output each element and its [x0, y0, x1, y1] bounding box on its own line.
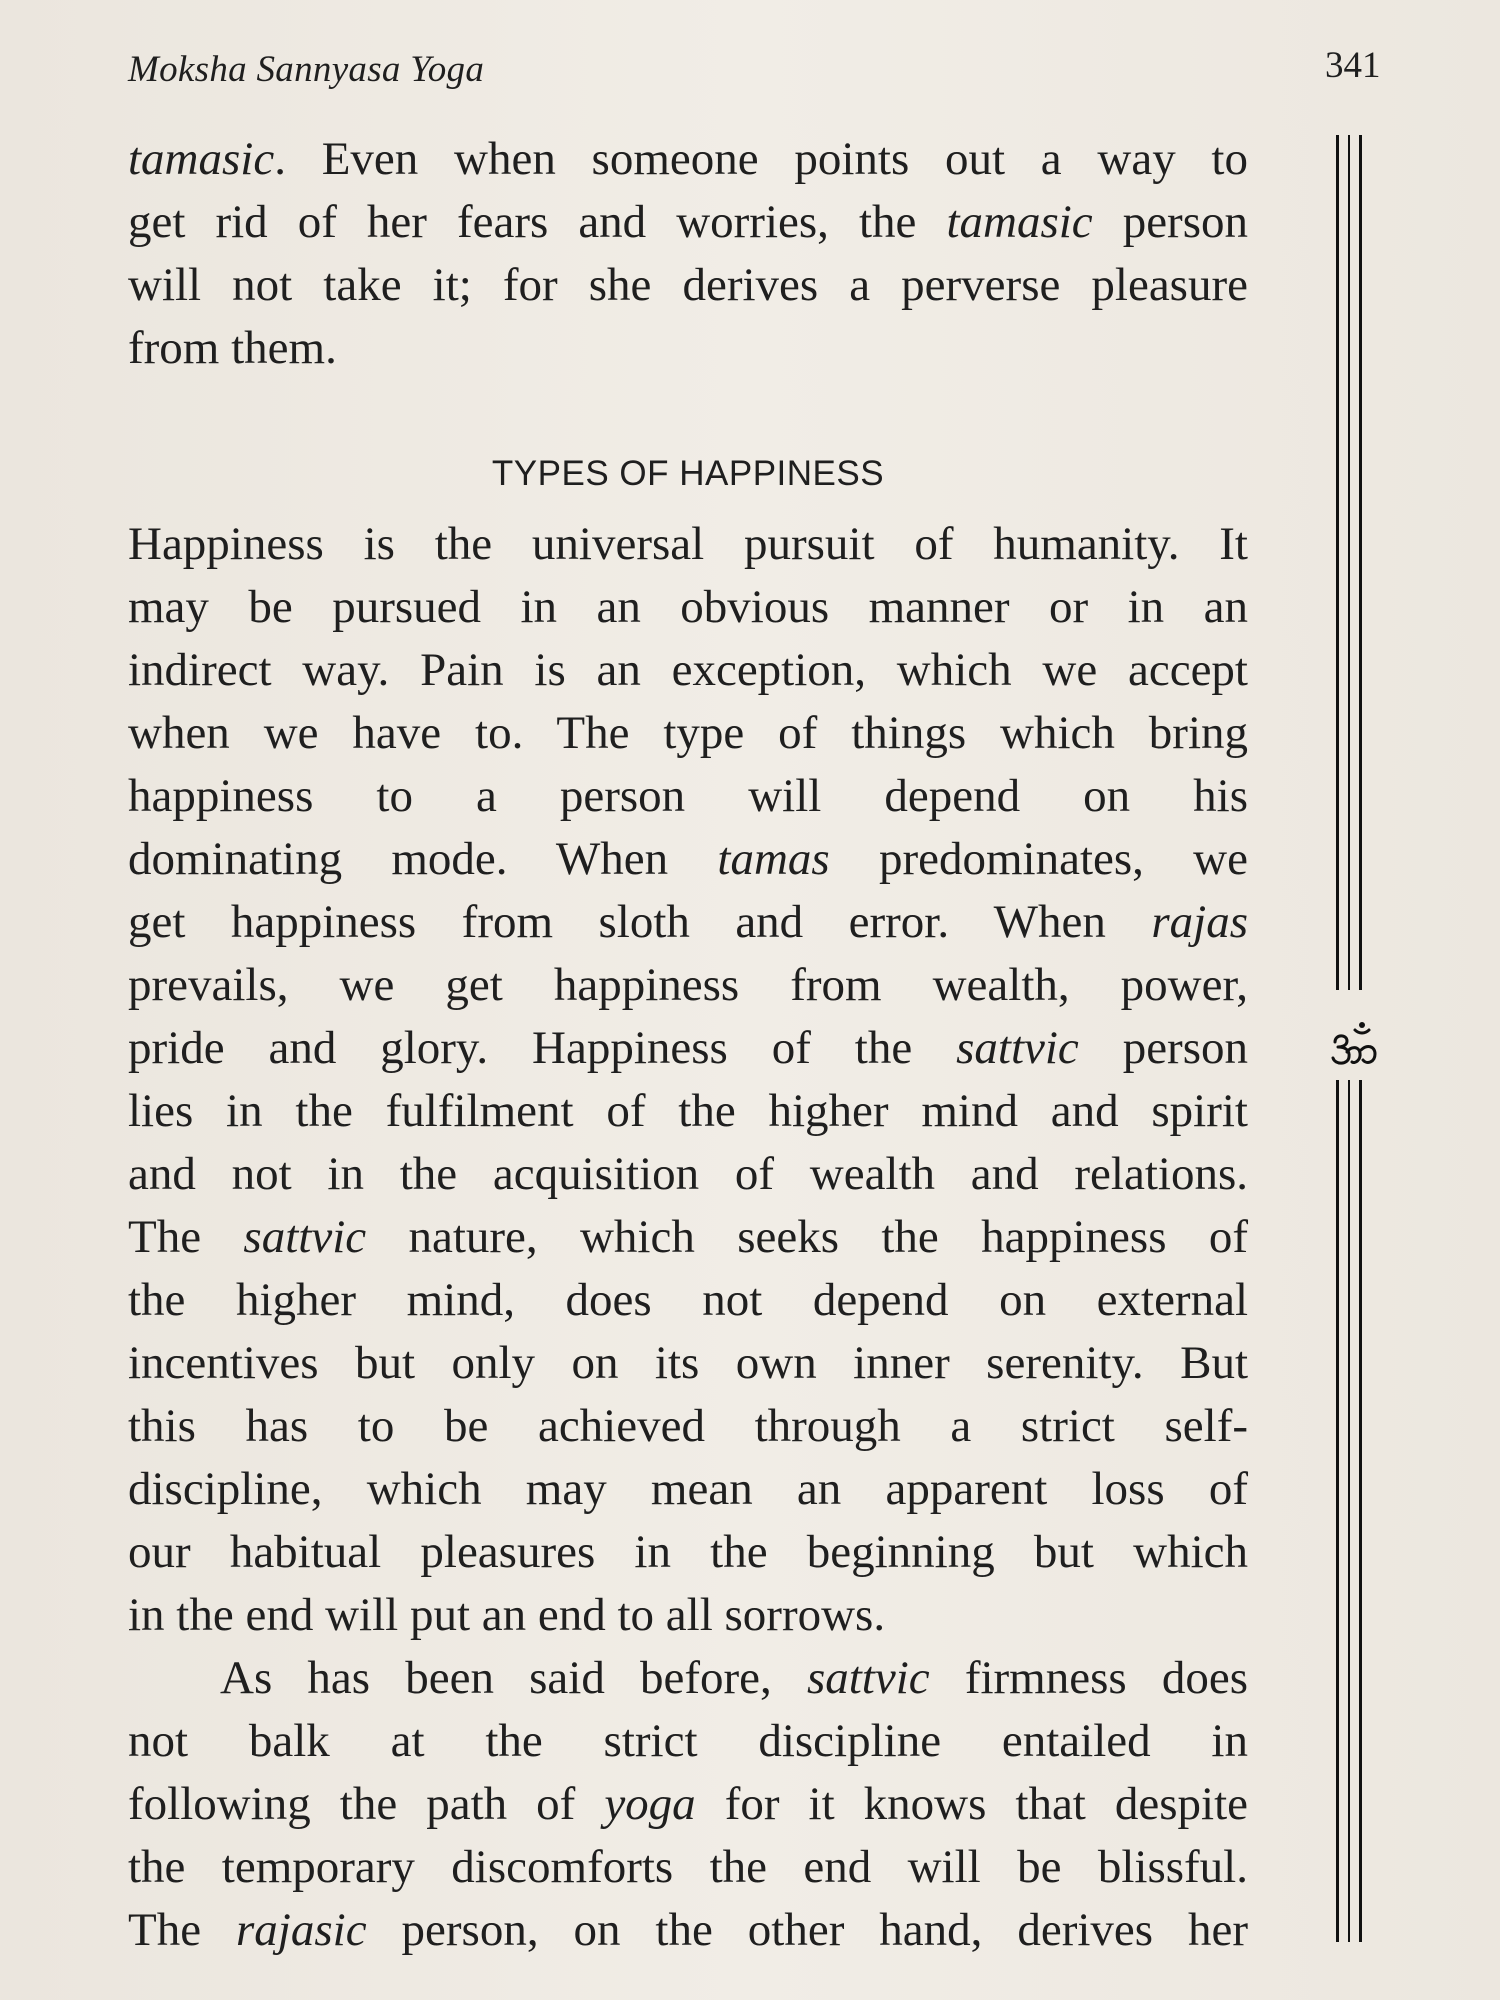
text-run: person [1092, 196, 1249, 248]
paragraph-happiness [128, 513, 1248, 1647]
text-line [128, 1899, 1248, 1962]
italic-term: tamasic [946, 196, 1093, 248]
text-run: pride and glory. Happiness of the [128, 1022, 957, 1074]
rule-line [1348, 1080, 1350, 1942]
text-run: The [128, 1904, 237, 1956]
text-line [128, 191, 1248, 254]
text-line: indirect way. Pain is an exception, which we accept [128, 644, 1248, 696]
text-line: our habitual pleasures in the beginning but which [128, 1526, 1248, 1578]
text-run: for it knows that despite [695, 1778, 1248, 1830]
text-line: from them. [128, 322, 337, 374]
text-run: . Even when someone points out a way to [274, 133, 1248, 185]
paragraph-firmness [128, 1647, 1248, 1962]
text-run: The [128, 1211, 244, 1263]
italic-term: yoga [604, 1778, 696, 1830]
text-run: dominating mode. When [128, 833, 718, 885]
text-line: will not take it; for she derives a perverse pleasure [128, 259, 1248, 311]
text-line: when we have to. The type of things which bring [128, 707, 1248, 759]
text-line: not balk at the strict discipline entailed in [128, 1715, 1248, 1767]
text-line [128, 128, 1248, 191]
text-run: nature, which seeks the happiness of [366, 1211, 1248, 1263]
rule-line [1359, 1080, 1362, 1942]
italic-term: rajas [1151, 896, 1248, 948]
text-line: the temporary discomforts the end will be blissful. [128, 1841, 1248, 1893]
text-line: the higher mind, does not depend on external [128, 1274, 1248, 1326]
body-text [128, 128, 1248, 1962]
text-line [128, 1017, 1248, 1080]
text-line [128, 891, 1248, 954]
decorative-rule-bottom [1336, 1080, 1372, 1942]
text-line: lies in the fulfilment of the higher mind and spirit [128, 1085, 1248, 1137]
text-run: As has been said before, [220, 1652, 807, 1704]
text-line: and not in the acquisition of wealth and relations. [128, 1148, 1248, 1200]
text-line: discipline, which may mean an apparent loss of [128, 1463, 1248, 1515]
page-number: 341 [1325, 45, 1381, 86]
italic-term: tamasic [128, 133, 275, 185]
italic-term: sattvic [806, 1652, 930, 1704]
text-run: firmness does [929, 1652, 1248, 1704]
text-line: incentives but only on its own inner serenity. But [128, 1337, 1248, 1389]
text-line: Happiness is the universal pursuit of humanity. It [128, 518, 1248, 570]
text-run: get rid of her fears and worries, the [128, 196, 947, 248]
italic-term: rajasic [236, 1904, 367, 1956]
text-run: following the path of [128, 1778, 605, 1830]
section-spacer [128, 380, 1248, 442]
text-line: this has to be achieved through a strict self- [128, 1400, 1248, 1452]
rule-line [1359, 135, 1362, 990]
text-line: prevails, we get happiness from wealth, power, [128, 959, 1248, 1011]
text-line [128, 1647, 1248, 1710]
text-run: person [1078, 1022, 1248, 1074]
italic-term: sattvic [956, 1022, 1079, 1074]
text-line [128, 1773, 1248, 1836]
text-run: predominates, we [829, 833, 1248, 885]
rule-line [1336, 1080, 1339, 1942]
om-icon [1325, 1020, 1385, 1070]
text-run: person, on the other hand, derives her [366, 1904, 1248, 1956]
text-line [128, 1206, 1248, 1269]
italic-term: tamas [717, 833, 830, 885]
text-run: get happiness from sloth and error. When [128, 896, 1152, 948]
text-line [128, 828, 1248, 891]
rule-line [1348, 135, 1350, 990]
text-line: may be pursued in an obvious manner or in an [128, 581, 1248, 633]
section-heading: TYPES OF HAPPINESS [491, 454, 885, 493]
text-line: happiness to a person will depend on his [128, 770, 1248, 822]
paragraph-continuation [128, 128, 1248, 380]
text-line: in the end will put an end to all sorrows. [128, 1589, 886, 1641]
italic-term: sattvic [243, 1211, 367, 1263]
rule-line [1336, 135, 1339, 990]
running-title: Moksha Sannyasa Yoga [128, 49, 485, 90]
decorative-rule-top [1336, 135, 1372, 990]
